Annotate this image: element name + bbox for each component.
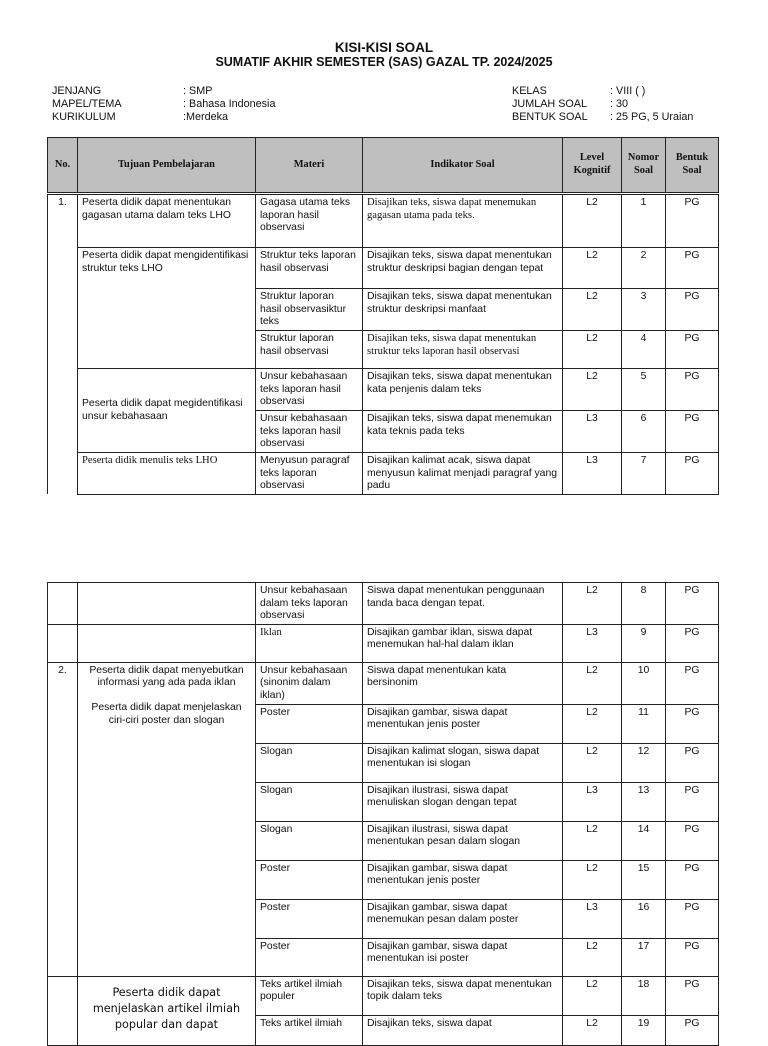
indikator-cell: Disajikan teks, siswa dapat menentukan kata penjenis dalam teks: [363, 369, 563, 411]
meta-value: : Bahasa Indonesia: [183, 97, 276, 110]
level-cell: L3: [563, 411, 622, 453]
tujuan-cell: Peserta didik dapat menentukan gagasan utama dalam teks LHO: [78, 194, 256, 248]
table-header-row: [48, 138, 719, 194]
level-cell: L2: [563, 1015, 622, 1045]
materi-cell: Unsur kebahasaan teks laporan hasil observasi: [256, 411, 363, 453]
header-level: Level Kognitif: [563, 138, 622, 194]
nomor-cell: 5: [622, 369, 666, 411]
nomor-cell: 6: [622, 411, 666, 453]
nomor-cell: 19: [622, 1015, 666, 1045]
level-cell: L2: [563, 583, 622, 625]
document-subtitle: SUMATIF AKHIR SEMESTER (SAS) GAZAL TP. 2024/2025: [215, 55, 553, 69]
no-cell-empty: [48, 624, 78, 662]
bentuk-cell: PG: [666, 938, 719, 976]
level-cell: L2: [563, 289, 622, 331]
nomor-cell: 7: [622, 453, 666, 495]
kisi-kisi-table: [47, 137, 719, 495]
no-cell-empty: [48, 976, 78, 1045]
nomor-cell: 11: [622, 704, 666, 743]
level-cell: L2: [563, 976, 622, 1015]
nomor-cell: 13: [622, 782, 666, 821]
bentuk-cell: PG: [666, 743, 719, 782]
bentuk-cell: PG: [666, 411, 719, 453]
level-cell: L2: [563, 248, 622, 289]
nomor-cell: 3: [622, 289, 666, 331]
bentuk-cell: PG: [666, 860, 719, 899]
nomor-cell: 16: [622, 899, 666, 938]
indikator-cell: Disajikan gambar, siswa dapat menentukan jenis poster: [363, 860, 563, 899]
indikator-cell: Disajikan gambar, siswa dapat menentukan jenis poster: [363, 704, 563, 743]
level-cell: L3: [563, 624, 622, 662]
tujuan-cell: Peserta didik dapat menjelaskan artikel ilmiah popular dan dapat: [78, 976, 256, 1045]
header-materi: Materi: [256, 138, 363, 194]
nomor-cell: 12: [622, 743, 666, 782]
bentuk-cell: PG: [666, 583, 719, 625]
level-cell: L2: [563, 194, 622, 248]
meta-value: : VIII ( ): [610, 85, 646, 97]
materi-cell: Struktur teks laporan hasil observasi: [256, 248, 363, 289]
indikator-cell: Disajikan gambar iklan, siswa dapat menemukan hal-hal dalam iklan: [363, 624, 563, 662]
indikator-cell: Disajikan gambar, siswa dapat menentukan isi poster: [363, 938, 563, 976]
table-row: [48, 976, 719, 1015]
materi-cell: Gagasa utama teks laporan hasil observasi: [256, 194, 363, 248]
bentuk-cell: PG: [666, 453, 719, 495]
no-cell-empty: [48, 583, 78, 625]
header-no: No.: [48, 138, 78, 194]
bentuk-cell: PG: [666, 976, 719, 1015]
level-cell: L2: [563, 821, 622, 860]
bentuk-cell: PG: [666, 782, 719, 821]
meta-label: KURIKULUM: [52, 110, 116, 123]
materi-cell: Unsur kebahasaan dalam teks laporan observasi: [256, 583, 363, 625]
table-row: [48, 369, 719, 411]
indikator-cell: Disajikan teks, siswa dapat menemukan kata teknis pada teks: [363, 411, 563, 453]
bentuk-cell: PG: [666, 248, 719, 289]
level-cell: L3: [563, 453, 622, 495]
tujuan-cell-group: [78, 662, 256, 976]
materi-cell: Unsur kebahasaan teks laporan hasil observasi: [256, 369, 363, 411]
nomor-cell: 14: [622, 821, 666, 860]
indikator-cell: Disajikan teks, siswa dapat: [363, 1015, 563, 1045]
table-row: [48, 662, 719, 704]
tujuan-cell: Peserta didik dapat mengidentifikasi struktur teks LHO: [78, 248, 256, 369]
materi-cell: Poster: [256, 704, 363, 743]
kisi-kisi-table-continued: [47, 582, 719, 1046]
materi-cell: Unsur kebahasaan (sinonim dalam iklan): [256, 662, 363, 704]
indikator-cell: Disajikan gambar, siswa dapat menemukan pesan dalam poster: [363, 899, 563, 938]
level-cell: L2: [563, 938, 622, 976]
document-title: KISI-KISI SOAL: [334, 40, 434, 55]
nomor-cell: 4: [622, 331, 666, 369]
bentuk-cell: PG: [666, 624, 719, 662]
meta-label: JENJANG: [52, 85, 102, 97]
indikator-cell: Disajikan teks, siswa dapat menentukan topik dalam teks: [363, 976, 563, 1015]
materi-cell: Poster: [256, 938, 363, 976]
bentuk-cell: PG: [666, 331, 719, 369]
table-row: [48, 248, 719, 289]
meta-label: MAPEL/TEMA: [52, 97, 122, 110]
level-cell: L2: [563, 704, 622, 743]
row-number: 1.: [48, 194, 78, 495]
level-cell: L2: [563, 743, 622, 782]
header-nomor: Nomor Soal: [622, 138, 666, 194]
bentuk-cell: PG: [666, 369, 719, 411]
bentuk-cell: PG: [666, 194, 719, 248]
nomor-cell: 15: [622, 860, 666, 899]
header-indikator: Indikator Soal: [363, 138, 563, 194]
table-row: [48, 583, 719, 625]
meta-value: : 30: [610, 97, 629, 110]
level-cell: L2: [563, 860, 622, 899]
materi-cell: Poster: [256, 899, 363, 938]
meta-right: [512, 85, 693, 123]
materi-cell: Struktur laporan hasil observasi: [256, 331, 363, 369]
tujuan-text: Peserta didik dapat menjelaskan ciri-ciri poster dan slogan: [91, 701, 242, 726]
indikator-cell: Siswa dapat menentukan penggunaan tanda baca dengan tepat.: [363, 583, 563, 625]
nomor-cell: 18: [622, 976, 666, 1015]
table-row: [48, 624, 719, 662]
meta-label: JUMLAH SOAL: [512, 97, 587, 110]
bentuk-cell: PG: [666, 662, 719, 704]
indikator-cell: Disajikan ilustrasi, siswa dapat menentukan pesan dalam slogan: [363, 821, 563, 860]
materi-cell: Slogan: [256, 743, 363, 782]
tujuan-cell: Peserta didik menulis teks LHO: [78, 453, 256, 495]
level-cell: L2: [563, 369, 622, 411]
materi-cell: Menyusun paragraf teks laporan observasi: [256, 453, 363, 495]
indikator-cell: Disajikan teks, siswa dapat menentukan struktur teks laporan hasil observasi: [363, 331, 563, 369]
indikator-cell: Siswa dapat menentukan kata bersinonim: [363, 662, 563, 704]
nomor-cell: 8: [622, 583, 666, 625]
bentuk-cell: PG: [666, 1015, 719, 1045]
header-tujuan: Tujuan Pembelajaran: [78, 138, 256, 194]
indikator-cell: Disajikan teks, siswa dapat menemukan gagasan utama pada teks.: [363, 194, 563, 248]
nomor-cell: 17: [622, 938, 666, 976]
tujuan-cell-empty: [78, 624, 256, 662]
indikator-cell: Disajikan teks, siswa dapat menentukan struktur deskripsi bagian dengan tepat: [363, 248, 563, 289]
meta-value: :Merdeka: [183, 110, 229, 123]
materi-cell: Poster: [256, 860, 363, 899]
level-cell: L3: [563, 899, 622, 938]
bentuk-cell: PG: [666, 704, 719, 743]
table-row: [48, 453, 719, 495]
nomor-cell: 2: [622, 248, 666, 289]
materi-cell: Teks artikel ilmiah populer: [256, 976, 363, 1015]
meta-value: : SMP: [183, 85, 213, 97]
level-cell: L2: [563, 662, 622, 704]
materi-cell: Struktur laporan hasil observasiktur teks: [256, 289, 363, 331]
nomor-cell: 1: [622, 194, 666, 248]
tujuan-text: Peserta didik dapat menyebutkan informasi yang ada pada iklan: [89, 664, 244, 689]
header-bentuk: Bentuk Soal: [666, 138, 719, 194]
indikator-cell: Disajikan teks, siswa dapat menentukan struktur deskripsi manfaat: [363, 289, 563, 331]
materi-cell: Teks artikel ilmiah: [256, 1015, 363, 1045]
bentuk-cell: PG: [666, 289, 719, 331]
tujuan-cell-empty: [78, 583, 256, 625]
row-number: 2.: [48, 662, 78, 976]
bentuk-cell: PG: [666, 821, 719, 860]
materi-cell: Slogan: [256, 821, 363, 860]
materi-cell: Slogan: [256, 782, 363, 821]
meta-label: BENTUK SOAL: [512, 110, 588, 123]
level-cell: L2: [563, 331, 622, 369]
indikator-cell: Disajikan kalimat acak, siswa dapat menyusun kalimat menjadi paragraf yang padu: [363, 453, 563, 495]
tujuan-cell: Peserta didik dapat megidentifikasi unsur kebahasaan: [78, 369, 256, 453]
indikator-cell: Disajikan kalimat slogan, siswa dapat menentukan isi slogan: [363, 743, 563, 782]
nomor-cell: 10: [622, 662, 666, 704]
materi-cell: Iklan: [256, 624, 363, 662]
table-row: [48, 194, 719, 248]
bentuk-cell: PG: [666, 899, 719, 938]
meta-value: : 25 PG, 5 Uraian: [610, 110, 694, 123]
indikator-cell: Disajikan ilustrasi, siswa dapat menuliskan slogan dengan tepat: [363, 782, 563, 821]
meta-label: KELAS: [512, 85, 547, 97]
level-cell: L3: [563, 782, 622, 821]
meta-left: [52, 85, 275, 123]
nomor-cell: 9: [622, 624, 666, 662]
